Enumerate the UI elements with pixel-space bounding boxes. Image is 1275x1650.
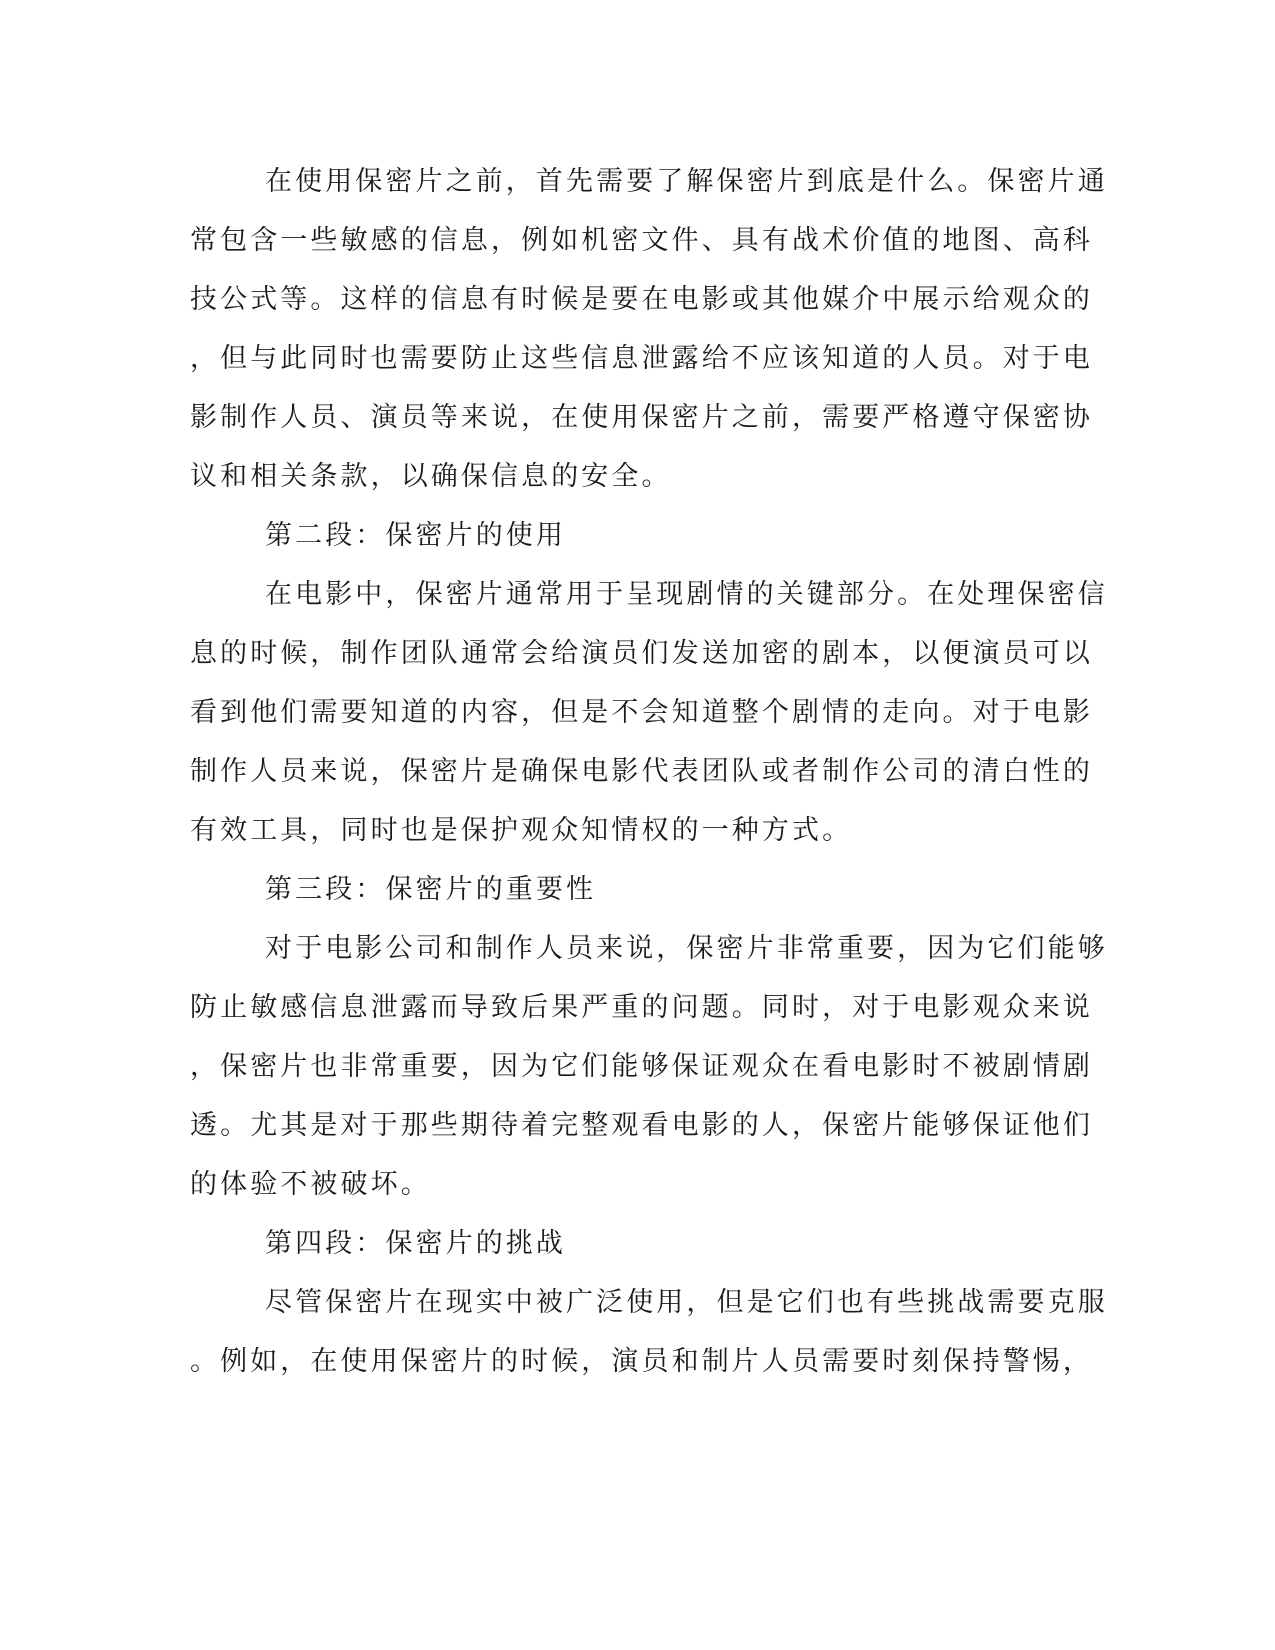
- paragraph-line: 影制作人员、演员等来说，在使用保密片之前，需要严格遵守保密协: [190, 402, 1093, 433]
- paragraph-line: 在使用保密片之前，首先需要了解保密片到底是什么。保密片通: [265, 166, 1108, 197]
- paragraph-line: 议和相关条款，以确保信息的安全。: [190, 461, 672, 492]
- paragraph-line: 。例如，在使用保密片的时候，演员和制片人员需要时刻保持警惕，: [190, 1346, 1093, 1377]
- paragraph-line: 防止敏感信息泄露而导致后果严重的问题。同时，对于电影观众来说: [190, 992, 1093, 1023]
- paragraph-line: ，但与此同时也需要防止这些信息泄露给不应该知道的人员。对于电: [190, 343, 1093, 374]
- section-heading: 第三段：保密片的重要性: [265, 874, 597, 905]
- section-heading: 第二段：保密片的使用: [265, 520, 566, 551]
- paragraph-line: 息的时候，制作团队通常会给演员们发送加密的剧本，以便演员可以: [190, 638, 1093, 669]
- section-heading: 第四段：保密片的挑战: [265, 1228, 566, 1259]
- paragraph-line: 技公式等。这样的信息有时候是要在电影或其他媒介中展示给观众的: [190, 284, 1093, 315]
- paragraph-line: 有效工具，同时也是保护观众知情权的一种方式。: [190, 815, 853, 846]
- paragraph-line: 透。尤其是对于那些期待着完整观看电影的人，保密片能够保证他们: [190, 1110, 1093, 1141]
- paragraph-line: 常包含一些敏感的信息，例如机密文件、具有战术价值的地图、高科: [190, 225, 1093, 256]
- paragraph-line: 尽管保密片在现实中被广泛使用，但是它们也有些挑战需要克服: [265, 1287, 1108, 1318]
- paragraph-line: 制作人员来说，保密片是确保电影代表团队或者制作公司的清白性的: [190, 756, 1093, 787]
- paragraph-line: 的体验不被破坏。: [190, 1169, 431, 1200]
- paragraph-line: ，保密片也非常重要，因为它们能够保证观众在看电影时不被剧情剧: [190, 1051, 1093, 1082]
- paragraph-line: 在电影中，保密片通常用于呈现剧情的关键部分。在处理保密信: [265, 579, 1108, 610]
- paragraph-line: 对于电影公司和制作人员来说，保密片非常重要，因为它们能够: [265, 933, 1108, 964]
- paragraph-line: 看到他们需要知道的内容，但是不会知道整个剧情的走向。对于电影: [190, 697, 1093, 728]
